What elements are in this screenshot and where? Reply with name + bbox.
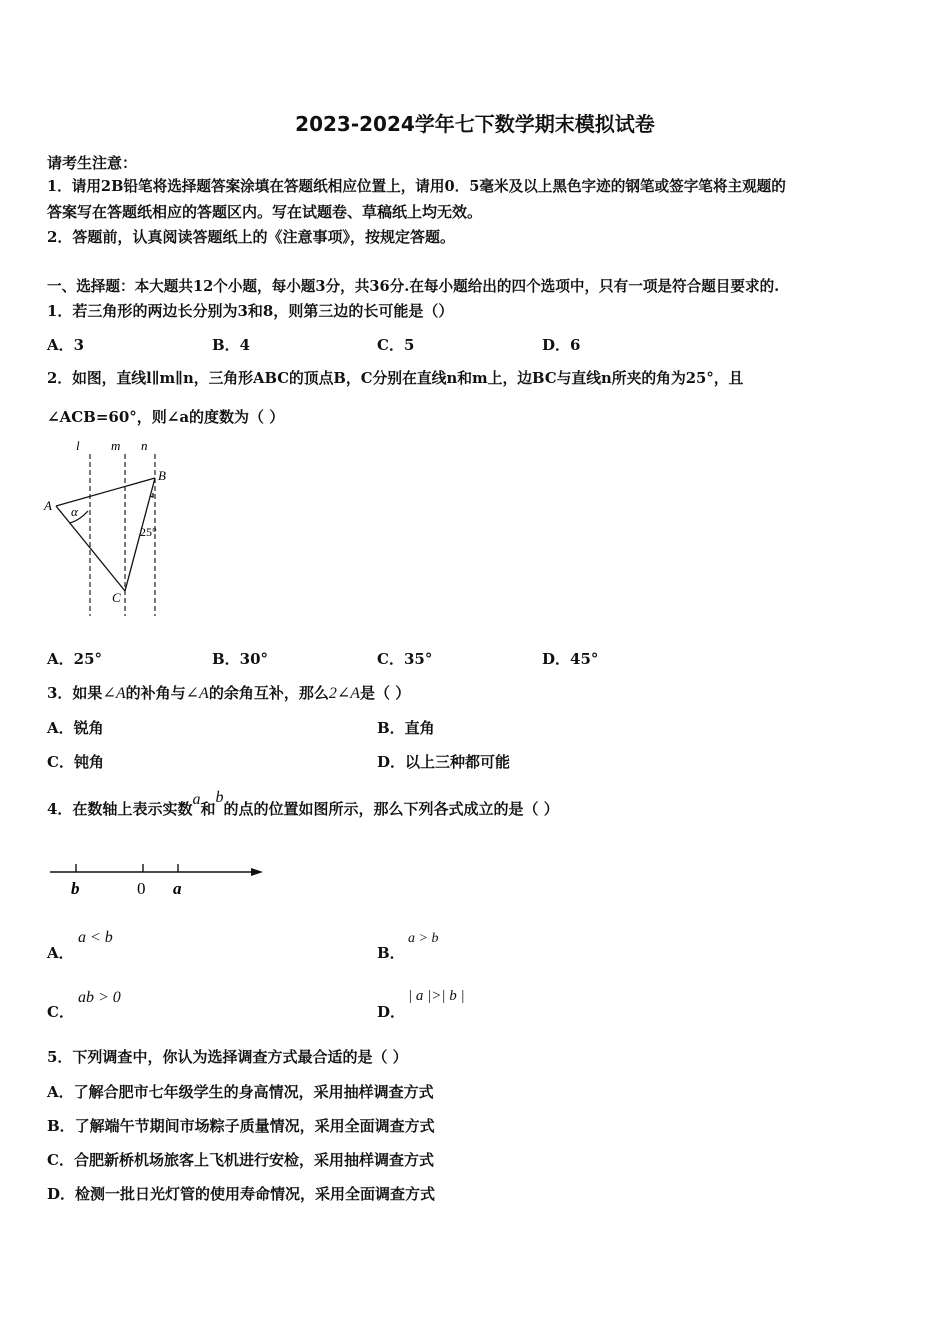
angle-a-1: ∠A <box>102 685 126 702</box>
q3-option-d: D．以上三种都可能 <box>377 753 511 771</box>
label-alpha: α <box>71 504 78 519</box>
question-1-stem: 1．若三角形的两边长分别为3和8，则第三边的长可能是（） <box>47 302 454 320</box>
two-angle-a: 2∠A <box>328 685 361 702</box>
q2-option-d: D．45° <box>542 650 599 668</box>
q4-option-d-expr: | a |>| b | <box>408 988 465 1004</box>
triangle-parallel-lines-figure <box>40 436 180 618</box>
label-l: l <box>76 438 80 453</box>
q5-option-a: A．了解合肥市七年级学生的身高情况，采用抽样调查方式 <box>47 1083 434 1101</box>
q4-option-a-expr: a < b <box>78 929 113 946</box>
q2-option-c: C．35° <box>377 650 433 668</box>
question-2-stem-line-1: 2．如图，直线l∥m∥n，三角形ABC的顶点B，C分别在直线n和m上，边BC与直线n所夹的角为25°，且 <box>47 370 744 387</box>
q4-option-b-expr: a > b <box>408 931 439 946</box>
var-b: b <box>215 789 224 806</box>
q1-option-d: D．6 <box>542 336 581 354</box>
label-n: n <box>141 438 148 453</box>
question-5-stem: 5．下列调查中，你认为选择调查方式最合适的是（ ） <box>47 1048 408 1066</box>
label-m: m <box>111 438 121 453</box>
q2-option-b: B．30° <box>212 650 269 668</box>
label-25-degrees: 25° <box>140 525 157 539</box>
q5-option-b: B．了解端午节期间市场粽子质量情况，采用全面调查方式 <box>47 1117 435 1135</box>
q5-option-d: D．检测一批日光灯管的使用寿命情况，采用全面调查方式 <box>47 1185 436 1203</box>
question-3-stem: 3．如果∠A的补角与∠A的余角互补，那么2∠A是（ ） <box>47 684 411 702</box>
q3-option-b: B．直角 <box>377 719 435 737</box>
q5-option-c: C．合肥新桥机场旅客上飞机进行安检，采用抽样调查方式 <box>47 1151 434 1169</box>
q3-option-a: A．锐角 <box>47 719 104 737</box>
q1-option-b: B．4 <box>212 336 251 354</box>
question-2-stem-line-2: ∠ACB=60°，则∠a的度数为（ ） <box>47 408 285 426</box>
section-heading: 一、选择题：本大题共12个小题，每小题3分，共36分.在每小题给出的四个选项中，只有一项是符合题目要求的. <box>47 278 780 295</box>
label-zero: 0 <box>137 879 146 898</box>
q1-option-a: A．3 <box>47 336 85 354</box>
label-a: a <box>173 879 182 898</box>
q1-option-c: C．5 <box>377 336 415 354</box>
notice-item-2: 2．答题前，认真阅读答题纸上的《注意事项》，按规定答题。 <box>47 228 455 246</box>
q4-option-a-label: A． <box>47 944 74 962</box>
q2-option-a: A．25° <box>47 650 103 668</box>
page-title: 2023-2024学年七下数学期末模拟试卷 <box>295 112 655 136</box>
label-point-c: C <box>112 590 121 605</box>
q4-option-c-expr: ab > 0 <box>78 989 121 1006</box>
q4-option-d-label: D． <box>377 1003 406 1021</box>
q4-option-c-label: C． <box>47 1003 74 1021</box>
number-line-figure <box>45 852 270 902</box>
notice-item-1-line-2: 答案写在答题纸相应的答题区内。写在试题卷、草稿纸上均无效。 <box>47 203 483 221</box>
number-line-arrow <box>251 868 263 876</box>
notice-item-1-line-1: 1．请用2B铅笔将选择题答案涂填在答题纸相应位置上，请用0．5毫米及以上黑色字迹的钢笔或签字笔将主观题的 <box>47 178 786 195</box>
notice-heading: 请考生注意： <box>47 154 138 172</box>
label-point-a: A <box>44 498 52 513</box>
label-b: b <box>71 879 80 898</box>
question-4-stem: 4．在数轴上表示实数a和b的点的位置如图所示，那么下列各式成立的是（ ） <box>47 789 559 818</box>
q4-option-b-label: B． <box>377 944 405 962</box>
var-a: a <box>192 791 201 808</box>
side-ab <box>56 478 155 506</box>
label-point-b: B <box>158 468 166 483</box>
angle-a-2: ∠A <box>185 685 209 702</box>
q3-option-c: C．钝角 <box>47 753 104 771</box>
